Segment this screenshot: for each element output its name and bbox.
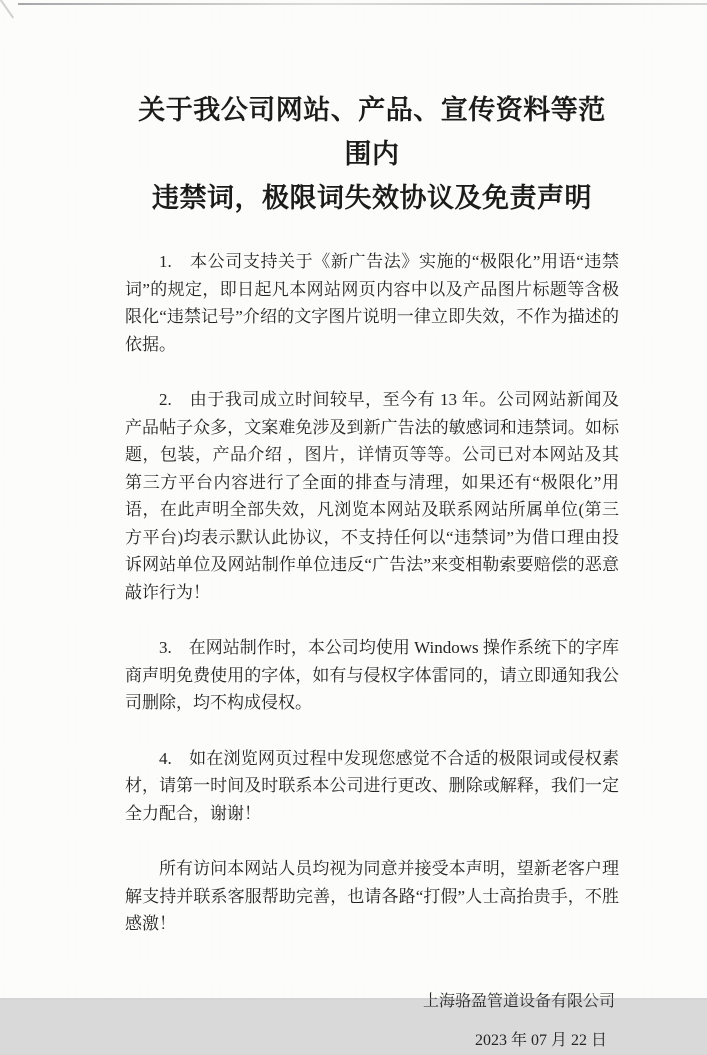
paragraph-3: 3. 在网站制作时，本公司均使用 Windows 操作系统下的字库商声明免费使用的字体，如有与侵权字体雷同的，请立即通知我公司删除，均不构成侵权。 xyxy=(125,638,619,712)
paragraph-2: 2. 由于我司成立时间较早，至今有 13 年。公司网站新闻及产品帖子众多，文案难免涉及到新广告法的敏感词和违禁词。如标题，包装，产品介绍 ，图片，详情页等等。公司已对本网站及其第三方平台内容进行了全面的排查与清理，如果还有“极限化”用语，在此声明全部失效，凡浏览本网站及联系网站所属单位(第三方平台)均表示默认此协议，不支持任何以“违禁词”为借口理由投诉网站单位及网站制作单位违反“广告法”来变相勒索要赔偿的恶意敲诈行为！ xyxy=(125,390,619,602)
scan-corner-artifact xyxy=(0,0,14,19)
paragraph-4: 4. 如在浏览网页过程中发现您感觉不合适的极限词或侵权素材，请第一时间及时联系本公司进行更改、删除或解释，我们一定全力配合，谢谢！ xyxy=(125,748,619,823)
document-title-line-1: 关于我公司网站、产品、宣传资料等范围内 xyxy=(138,95,606,169)
paragraph-1: 1. 本公司支持关于《新广告法》实施的“极限化”用语“违禁词”的规定，即日起凡本网站网页内容中以及产品图片标题等含极限化“违禁记号”介绍的文字图片说明一律立即失效，不作为描述的依据。 xyxy=(125,252,619,354)
document-body xyxy=(125,88,619,1055)
closing-paragraph: 所有访问本网站人员均视为同意并接受本声明，望新老客户理解支持并联系客服帮助完善，也请各路“打假”人士高抬贵手，不胜感激！ xyxy=(125,859,619,933)
company-name: 上海骆盈管道设备有限公司 xyxy=(422,992,615,1010)
scan-edge-artifact-top xyxy=(18,3,707,5)
document-title xyxy=(125,88,619,220)
scan-edge-artifact-bottom xyxy=(0,998,707,1000)
document-date: 2023 年 07 月 22 日 xyxy=(474,1032,607,1049)
document-title-line-2: 违禁词，极限词失效协议及免责声明 xyxy=(152,183,592,213)
